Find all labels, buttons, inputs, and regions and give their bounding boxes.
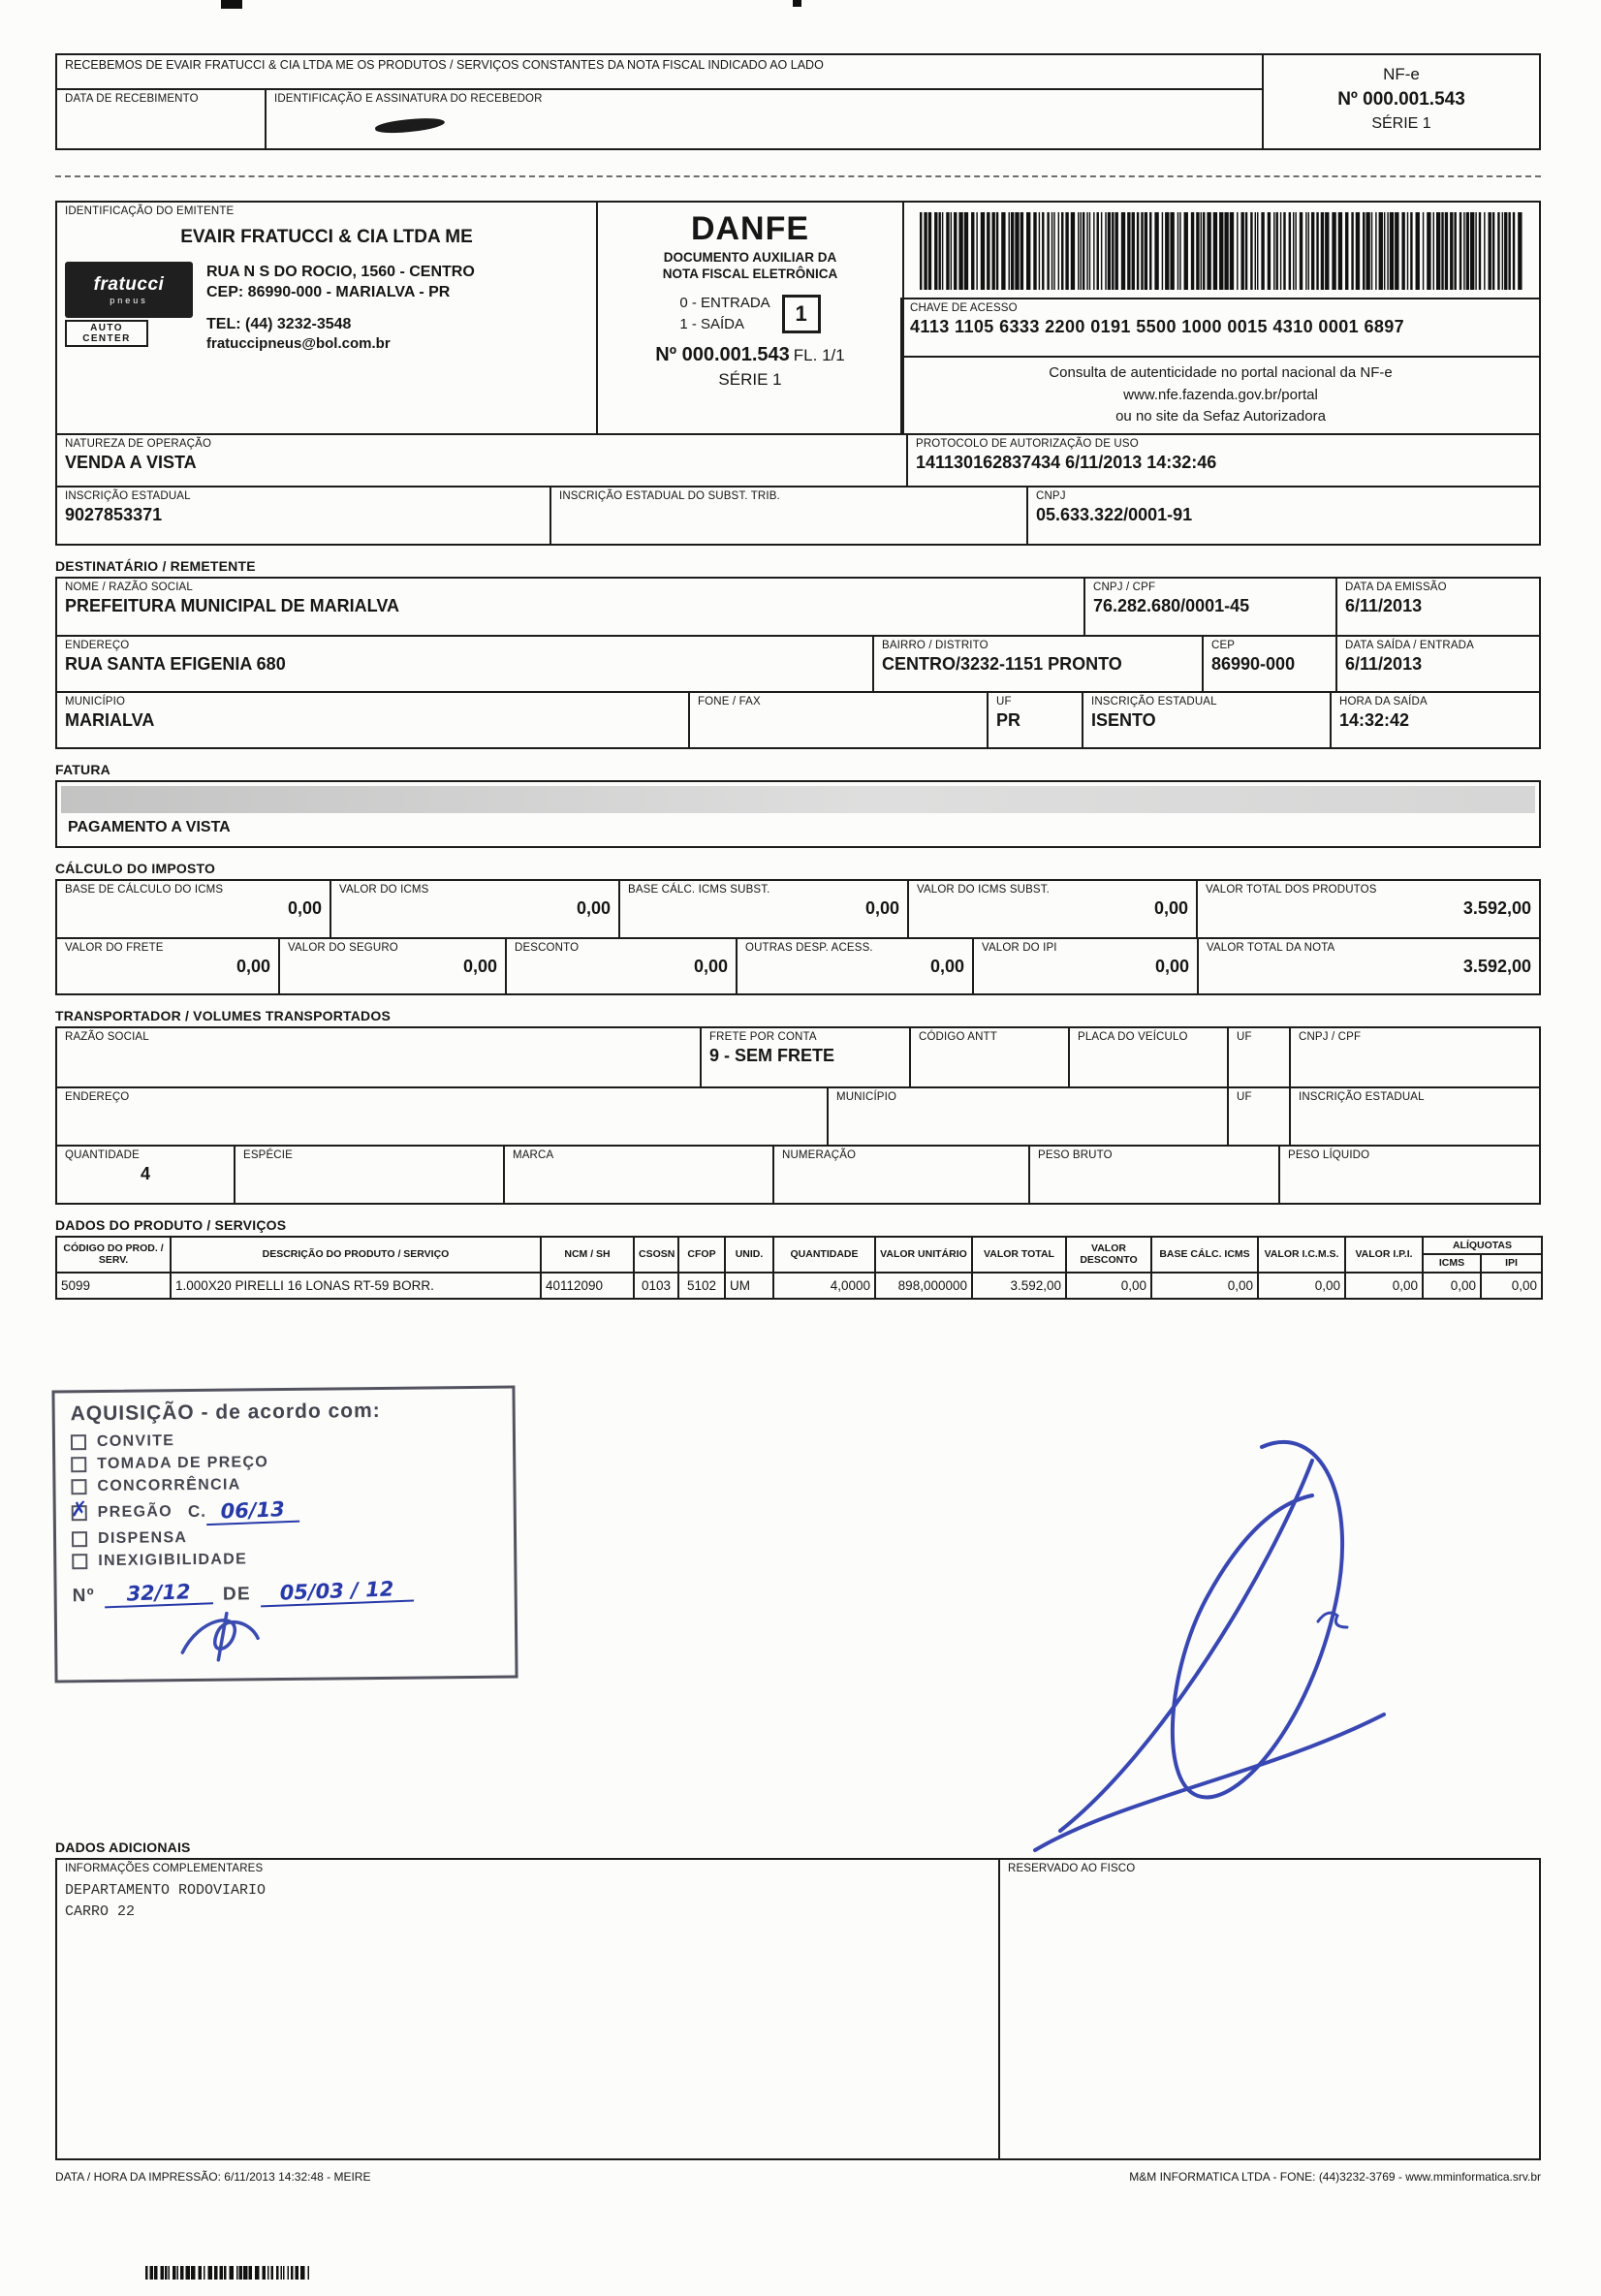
checkbox-concorrencia (71, 1479, 86, 1494)
stamp-label-convite: CONVITE (96, 1432, 175, 1451)
danfe-subtitle (606, 250, 895, 283)
produtos-header (56, 1237, 1542, 1273)
danfe-subtitle-line1: DOCUMENTO AUXILIAR DA (663, 250, 837, 265)
cell-valor-unitario: 898,000000 (875, 1273, 972, 1299)
field-data-emissao (1335, 577, 1541, 637)
emitente-address-line2: CEP: 86990-000 - MARIALVA - PR (206, 284, 451, 301)
col-unid: UNID. (725, 1237, 773, 1273)
logo-word-sub: pneus (110, 296, 148, 305)
field-codigo-antt (909, 1026, 1070, 1088)
peso-liquido-label: PESO LÍQUIDO (1288, 1149, 1370, 1161)
endereco-label: ENDEREÇO (65, 640, 130, 651)
header-block (55, 201, 1541, 435)
consulta-line3: ou no site da Sefaz Autorizadora (1115, 408, 1326, 425)
valor-icms-label: VALOR DO ICMS (339, 884, 429, 896)
cell-valor-icms: 0,00 (1258, 1273, 1345, 1299)
inscricoes-row (55, 486, 1541, 546)
valor-icms-value: 0,00 (576, 898, 611, 918)
nfe-label: NF-e (1383, 65, 1420, 83)
outras-label: OUTRAS DESP. ACESS. (745, 942, 873, 954)
stamp-item-inexigibilidade (72, 1549, 498, 1571)
stamp-title: AQUISIÇÃO - de acordo com: (70, 1399, 381, 1426)
bairro-label: BAIRRO / DISTRITO (882, 640, 989, 651)
col-valor-ipi: VALOR I.P.I. (1345, 1237, 1423, 1273)
scan-artifact (221, 0, 242, 9)
col-base-calc-icms: BASE CÁLC. ICMS (1151, 1237, 1258, 1273)
danfe-number: Nº 000.001.543 (655, 344, 790, 366)
field-marca (503, 1145, 774, 1205)
natureza-row (55, 433, 1541, 488)
recibo-statement: RECEBEMOS DE EVAIR FRATUCCI & CIA LTDA ME OS PRODUTOS / SERVIÇOS CONSTANTES DA NOTA FISCAL INDICADO AO LADO (55, 53, 1264, 90)
cell-aliq-icms: 0,00 (1423, 1273, 1481, 1299)
field-municipio-transportador (827, 1086, 1229, 1147)
desconto-value: 0,00 (693, 957, 728, 976)
cell-base-calc-icms: 0,00 (1151, 1273, 1258, 1299)
fone-label: FONE / FAX (698, 696, 761, 708)
valor-icms-subst-label: VALOR DO ICMS SUBST. (917, 884, 1050, 896)
danfe-box (596, 201, 904, 435)
natureza-label: NATUREZA DE OPERAÇÃO (65, 438, 212, 450)
cell-codigo: 5099 (56, 1273, 171, 1299)
uf-label: UF (996, 696, 1012, 708)
ie-transp-label: INSCRIÇÃO ESTADUAL (1299, 1091, 1425, 1103)
data-emissao-value: 6/11/2013 (1345, 596, 1423, 615)
recibo-block (55, 53, 1541, 150)
field-uf-transporte-1 (1227, 1026, 1291, 1088)
municipio-value: MARIALVA (65, 710, 155, 730)
desconto-label: DESCONTO (515, 942, 580, 954)
danfe-subtitle-line2: NOTA FISCAL ELETRÔNICA (662, 266, 838, 281)
stamp-item-convite (71, 1430, 497, 1452)
endereco-transp-value (65, 1106, 819, 1125)
company-logo (65, 262, 193, 354)
seguro-value: 0,00 (462, 957, 497, 976)
protocolo-value: 141130162837434 6/11/2013 14:32:46 (916, 453, 1217, 472)
info-complementares-text (65, 1880, 990, 1924)
fatura-scan-shade (61, 786, 1535, 813)
danfe-number-line (606, 344, 895, 366)
table-row (56, 1273, 1542, 1299)
quantidade-label: QUANTIDADE (65, 1149, 140, 1161)
peso-bruto-value (1038, 1164, 1271, 1183)
field-informacoes-complementares (55, 1858, 1000, 2160)
field-total-produtos (1196, 879, 1541, 939)
field-assinatura-recebedor (265, 88, 1264, 150)
consulta-line2: www.nfe.fazenda.gov.br/portal (1123, 386, 1318, 403)
field-ie-destinatario (1082, 691, 1332, 749)
data-emissao-label: DATA DA EMISSÃO (1345, 582, 1447, 593)
frete-conta-label: FRETE POR CONTA (709, 1031, 817, 1043)
destinatario-grid (55, 577, 1541, 749)
acquisition-stamp (51, 1386, 518, 1683)
scan-artifact (793, 0, 801, 7)
field-cnpj-transportador (1289, 1026, 1541, 1088)
data-saida-value: 6/11/2013 (1345, 654, 1423, 674)
stamp-c-label: C. (187, 1501, 207, 1522)
field-chave-acesso (900, 298, 1541, 358)
stamp-signature-scribble (165, 1607, 301, 1666)
emitente-email: fratuccipneus@bol.com.br (206, 335, 391, 353)
municipio-transp-label: MUNICÍPIO (836, 1091, 897, 1103)
imposto-grid (55, 879, 1541, 995)
marca-value (513, 1164, 765, 1183)
cnpj-cpf-label: CNPJ / CPF (1093, 582, 1156, 593)
field-bairro (872, 635, 1204, 693)
danfe-io-options (679, 293, 769, 335)
col-valor-icms: VALOR I.C.M.S. (1258, 1237, 1345, 1273)
recibo-nfe-box (1262, 53, 1541, 150)
ie-value: 9027853371 (65, 505, 163, 524)
field-endereco-transportador (55, 1086, 829, 1147)
field-endereco (55, 635, 874, 693)
cell-aliq-ipi: 0,00 (1481, 1273, 1542, 1299)
cell-cfop: 5102 (678, 1273, 725, 1299)
field-data-saida (1335, 635, 1541, 693)
handwritten-numero: 32/12 (104, 1579, 213, 1608)
total-produtos-value: 3.592,00 (1462, 898, 1531, 918)
peso-bruto-label: PESO BRUTO (1038, 1149, 1113, 1161)
col-descricao: DESCRIÇÃO DO PRODUTO / SERVIÇO (171, 1237, 541, 1273)
adicionais-box (55, 1858, 1541, 2160)
info-line-2: CARRO 22 (65, 1903, 136, 1921)
field-reservado-fisco (998, 1858, 1541, 2160)
adicionais-title: DADOS ADICIONAIS (55, 1839, 191, 1855)
company-logo-image (65, 262, 193, 318)
fone-value (698, 710, 979, 730)
consulta-box (900, 356, 1541, 435)
uf1-label: UF (1237, 1031, 1252, 1043)
protocolo-label: PROTOCOLO DE AUTORIZAÇÃO DE USO (916, 438, 1139, 450)
ie-dest-value: ISENTO (1091, 710, 1156, 730)
natureza-value: VENDA A VISTA (65, 453, 197, 472)
field-nome-razao (55, 577, 1085, 637)
checkbox-pregao (70, 1496, 88, 1522)
cep-value: 86990-000 (1211, 654, 1296, 674)
fatura-pagamento: PAGAMENTO A VISTA (68, 819, 231, 835)
page-footer (55, 2170, 1541, 2184)
field-razao-social (55, 1026, 702, 1088)
checkbox-convite (71, 1434, 86, 1450)
logo-tagline: AUTO CENTER (65, 320, 148, 347)
stamp-item-pregao (72, 1496, 498, 1526)
destinatario-row-3 (55, 691, 1541, 749)
col-cfop: CFOP (678, 1237, 725, 1273)
field-protocolo (906, 433, 1541, 488)
cnpj-transp-label: CNPJ / CPF (1299, 1031, 1362, 1043)
col-valor-desconto: VALOR DESCONTO (1066, 1237, 1151, 1273)
emitente-name: EVAIR FRATUCCI & CIA LTDA ME (180, 227, 473, 247)
barcode-box (902, 201, 1541, 299)
base-icms-label: BASE DE CÁLCULO DO ICMS (65, 884, 224, 896)
software-vendor: M&M INFORMATICA LTDA - FONE: (44)3232-3769 - www.mminformatica.srv.br (1129, 2169, 1541, 2184)
data-recebimento-label: DATA DE RECEBIMENTO (65, 93, 199, 105)
hora-saida-value: 14:32:42 (1339, 710, 1410, 730)
stamp-item-tomada-de-preco (71, 1452, 497, 1474)
recibo-left (55, 53, 1264, 150)
field-outras-despesas (736, 937, 974, 995)
data-saida-label: DATA SAÍDA / ENTRADA (1345, 640, 1474, 651)
checkbox-dispensa (72, 1531, 87, 1547)
ie-transp-value (1299, 1106, 1531, 1125)
cell-descricao: 1.000X20 PIRELLI 16 LONAS RT-59 BORR. (171, 1273, 541, 1299)
field-hora-saida (1330, 691, 1541, 749)
field-frete-por-conta (700, 1026, 911, 1088)
handwritten-c-number: 06/13 (205, 1497, 299, 1526)
field-peso-liquido (1278, 1145, 1541, 1205)
field-seguro (278, 937, 507, 995)
handwritten-data: 05/03 / 12 (260, 1577, 414, 1608)
field-valor-icms (330, 879, 620, 939)
print-datetime: DATA / HORA DA IMPRESSÃO: 6/11/2013 14:32:48 - MEIRE (55, 2169, 371, 2184)
transportador-row-2 (55, 1086, 1541, 1147)
produtos-table (55, 1236, 1543, 1300)
transportador-title: TRANSPORTADOR / VOLUMES TRANSPORTADOS (55, 1008, 391, 1023)
transportador-row-1 (55, 1026, 1541, 1088)
col-valor-unitario: VALOR UNITÁRIO (875, 1237, 972, 1273)
especie-label: ESPÉCIE (243, 1149, 293, 1161)
field-data-recebimento (55, 88, 267, 150)
base-icms-subst-value: 0,00 (864, 898, 899, 918)
info-line-1: DEPARTAMENTO RODOVIARIO (65, 1881, 267, 1899)
cnpj-cpf-value: 76.282.680/0001-45 (1093, 596, 1250, 615)
stamp-number-line (73, 1578, 499, 1608)
field-total-nota (1197, 937, 1541, 995)
cell-valor-total: 3.592,00 (972, 1273, 1066, 1299)
danfe-tipo-box: 1 (782, 295, 821, 333)
nfe-number: Nº 000.001.543 (1337, 89, 1465, 110)
numeracao-label: NUMERAÇÃO (782, 1149, 857, 1161)
municipio-transp-value (836, 1106, 1219, 1125)
field-valor-ipi (972, 937, 1199, 995)
checkbox-tomada-de-preco (71, 1457, 86, 1472)
field-uf (987, 691, 1083, 749)
col-aliq-icms: ICMS (1423, 1254, 1481, 1272)
stamp-label-tomada-de-preco: TOMADA DE PREÇO (97, 1454, 269, 1473)
total-produtos-label: VALOR TOTAL DOS PRODUTOS (1206, 884, 1377, 896)
emitente-section-label: IDENTIFICAÇÃO DO EMITENTE (65, 205, 235, 217)
bairro-value: CENTRO/3232-1151 PRONTO (882, 654, 1122, 674)
field-desconto (505, 937, 738, 995)
emitente-address (206, 262, 475, 354)
col-aliq-ipi: IPI (1481, 1254, 1542, 1272)
field-base-icms (55, 879, 331, 939)
field-inscricao-estadual (55, 486, 551, 546)
field-frete (55, 937, 280, 995)
emitente-phone: TEL: (44) 3232-3548 (206, 316, 352, 333)
razao-label: RAZÃO SOCIAL (65, 1031, 149, 1043)
produtos-title: DADOS DO PRODUTO / SERVIÇOS (55, 1217, 287, 1233)
cell-valor-ipi: 0,00 (1345, 1273, 1423, 1299)
stamp-de-label: DE (222, 1584, 252, 1605)
cep-label: CEP (1211, 640, 1236, 651)
nfe-series: SÉRIE 1 (1371, 115, 1431, 132)
stamp-label-concorrencia: CONCORRÊNCIA (97, 1476, 241, 1495)
stamp-item-dispensa (72, 1526, 498, 1549)
stamp-label-pregao: PREGÃO (97, 1503, 173, 1522)
frete-value: 0,00 (235, 957, 270, 976)
field-base-icms-subst (618, 879, 909, 939)
peso-liquido-value (1288, 1164, 1531, 1183)
field-numeracao (772, 1145, 1030, 1205)
destinatario-row-2 (55, 635, 1541, 693)
reservado-fisco-label: RESERVADO AO FISCO (1008, 1862, 1136, 1874)
stamp-numero-label: Nº (72, 1586, 96, 1607)
tear-line (55, 175, 1541, 177)
info-complementares-label: INFORMAÇÕES COMPLEMENTARES (65, 1862, 264, 1874)
especie-value (243, 1164, 495, 1183)
municipio-label: MUNICÍPIO (65, 696, 126, 708)
col-ncm: NCM / SH (541, 1237, 634, 1273)
access-key-barcode (920, 212, 1523, 290)
hora-saida-label: HORA DA SAÍDA (1339, 696, 1428, 708)
numeracao-value (782, 1164, 1020, 1183)
recibo-row-2 (55, 88, 1264, 150)
field-fone-fax (688, 691, 989, 749)
ie-label: INSCRIÇÃO ESTADUAL (65, 490, 191, 502)
signature (979, 1371, 1396, 1875)
antt-value (919, 1046, 1060, 1065)
assinatura-label: IDENTIFICAÇÃO E ASSINATURA DO RECEBEDOR (274, 93, 543, 105)
danfe-entrada: 0 - ENTRADA (679, 294, 770, 311)
danfe-series: SÉRIE 1 (718, 370, 782, 390)
uf2-label: UF (1237, 1091, 1252, 1103)
field-quantidade-volumes (55, 1145, 235, 1205)
endereco-value: RUA SANTA EFIGENIA 680 (65, 654, 286, 674)
ie-subst-value (559, 505, 1019, 524)
cell-valor-desconto: 0,00 (1066, 1273, 1151, 1299)
nome-value: PREFEITURA MUNICIPAL DE MARIALVA (65, 596, 399, 615)
imposto-row-2 (55, 937, 1541, 995)
field-cep (1202, 635, 1337, 693)
fatura-box (55, 780, 1541, 848)
frete-conta-value: 9 - SEM FRETE (709, 1046, 835, 1065)
emitente-box (55, 201, 598, 435)
nome-label: NOME / RAZÃO SOCIAL (65, 582, 193, 593)
total-nota-value: 3.592,00 (1462, 957, 1531, 976)
cell-quantidade: 4,0000 (773, 1273, 875, 1299)
total-nota-label: VALOR TOTAL DA NOTA (1207, 942, 1335, 954)
imposto-row-1 (55, 879, 1541, 939)
field-uf-transporte-2 (1227, 1086, 1291, 1147)
chave-label: CHAVE DE ACESSO (910, 302, 1018, 314)
field-valor-icms-subst (907, 879, 1198, 939)
check-mark: ✗ (70, 1496, 88, 1522)
emitente-body (65, 262, 588, 354)
danfe-title: DANFE (690, 210, 810, 247)
antt-label: CÓDIGO ANTT (919, 1031, 997, 1043)
emitente-address-line1: RUA N S DO ROCIO, 1560 - CENTRO (206, 264, 475, 280)
field-ie-transportador (1289, 1086, 1541, 1147)
stamp-item-concorrencia (71, 1474, 497, 1496)
stamp-label-inexigibilidade: INEXIGIBILIDADE (98, 1551, 248, 1570)
endereco-transp-label: ENDEREÇO (65, 1091, 130, 1103)
uf-value: PR (996, 710, 1021, 730)
checkbox-inexigibilidade (72, 1554, 87, 1569)
placa-value (1078, 1046, 1219, 1065)
field-peso-bruto (1028, 1145, 1280, 1205)
receiver-signature-mark (375, 115, 446, 135)
ie-dest-label: INSCRIÇÃO ESTADUAL (1091, 696, 1217, 708)
transportador-grid (55, 1026, 1541, 1205)
quantidade-value: 4 (140, 1164, 150, 1183)
ipi-label: VALOR DO IPI (982, 942, 1057, 954)
logo-word: fratucci (93, 274, 165, 295)
outras-value: 0,00 (929, 957, 964, 976)
placa-label: PLACA DO VEÍCULO (1078, 1031, 1188, 1043)
uf2-value (1237, 1106, 1281, 1125)
col-codigo: CÓDIGO DO PROD. / SERV. (56, 1237, 171, 1273)
bottom-barcode-fragment (145, 2266, 312, 2280)
destinatario-row-1 (55, 577, 1541, 637)
header-right-column (902, 201, 1541, 435)
imposto-title: CÁLCULO DO IMPOSTO (55, 861, 216, 876)
danfe-sheet: FL. 1/1 (793, 346, 845, 365)
fatura-title: FATURA (55, 762, 110, 777)
field-natureza-operacao (55, 433, 908, 488)
uf1-value (1237, 1046, 1281, 1065)
field-inscricao-subst (549, 486, 1028, 546)
field-placa-veiculo (1068, 1026, 1229, 1088)
cnpj-value: 05.633.322/0001-91 (1036, 505, 1193, 524)
base-icms-subst-label: BASE CÁLC. ICMS SUBST. (628, 884, 770, 896)
cell-csosn: 0103 (634, 1273, 678, 1299)
field-cnpj-cpf (1083, 577, 1337, 637)
cnpj-transp-value (1299, 1046, 1531, 1065)
seguro-label: VALOR DO SEGURO (288, 942, 398, 954)
ipi-value: 0,00 (1154, 957, 1189, 976)
ie-subst-label: INSCRIÇÃO ESTADUAL DO SUBST. TRIB. (559, 490, 780, 502)
cell-ncm: 40112090 (541, 1273, 634, 1299)
col-csosn: CSOSN (634, 1237, 678, 1273)
cell-unid: UM (725, 1273, 773, 1299)
col-quantidade: QUANTIDADE (773, 1237, 875, 1273)
stamp-label-dispensa: DISPENSA (97, 1529, 188, 1548)
header-grid (55, 201, 1541, 546)
col-valor-total: VALOR TOTAL (972, 1237, 1066, 1273)
danfe-saida: 1 - SAÍDA (679, 315, 744, 332)
field-especie (234, 1145, 505, 1205)
base-icms-value: 0,00 (287, 898, 322, 918)
transportador-row-3 (55, 1145, 1541, 1205)
cnpj-label: CNPJ (1036, 490, 1066, 502)
consulta-line1: Consulta de autenticidade no portal nacional da NF-e (1049, 364, 1393, 382)
field-cnpj-emitente (1026, 486, 1541, 546)
frete-label: VALOR DO FRETE (65, 942, 164, 954)
destinatario-title: DESTINATÁRIO / REMETENTE (55, 558, 256, 574)
danfe-io (606, 293, 895, 335)
col-aliquotas: ALÍQUOTAS (1423, 1237, 1542, 1254)
valor-icms-subst-value: 0,00 (1153, 898, 1188, 918)
chave-value: 4113 1105 6333 2200 0191 5500 1000 0015 4310 0001 6897 (910, 317, 1405, 336)
field-municipio (55, 691, 690, 749)
marca-label: MARCA (513, 1149, 554, 1161)
razao-value (65, 1046, 692, 1065)
